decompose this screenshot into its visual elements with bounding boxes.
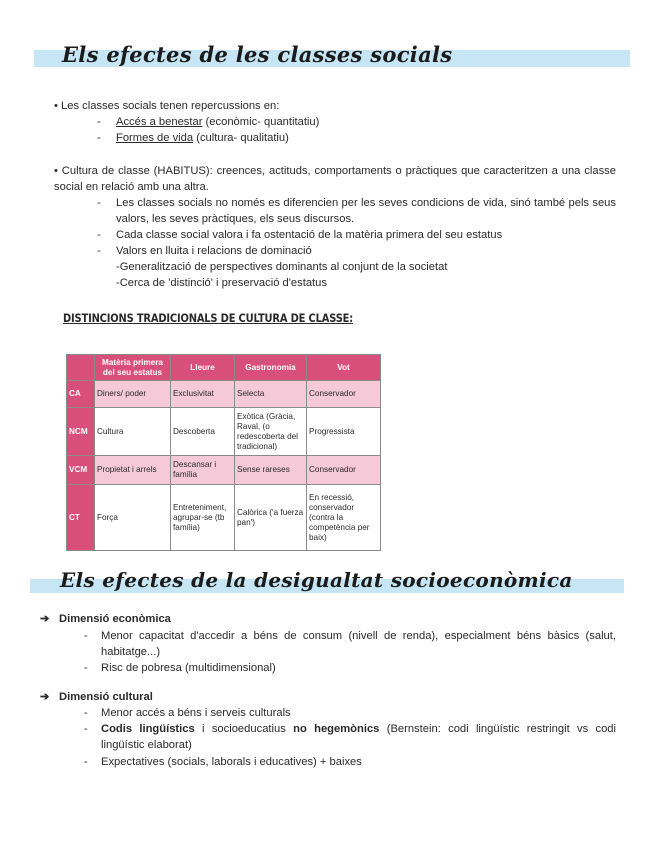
row-label: CT	[67, 485, 95, 551]
list-item-codis-linguistics	[101, 721, 616, 753]
table-header-cell: Vot	[307, 355, 381, 381]
table-cell: Calòrica ('a fuerza pan')	[235, 485, 307, 551]
term-formes-vida: Formes de vida	[116, 132, 194, 144]
bullet-cultura-classe: • Cultura de classe (HABITUS): creences, actituds, comportaments o pràctiques que caracteritzen a una classe social en relació amb una altra.	[54, 165, 616, 193]
row-label: CA	[67, 381, 95, 408]
row-label: VCM	[67, 456, 95, 485]
table-header-cell: Gastronomia	[235, 355, 307, 381]
table-cell: Descansar i família	[171, 456, 235, 485]
row-label: NCM	[67, 408, 95, 456]
table-cell: Progressista	[307, 408, 381, 456]
table-cell: Conservador	[307, 381, 381, 408]
table-header-cell: Lleure	[171, 355, 235, 381]
dash-marker: -	[84, 723, 88, 735]
list-item-formes-vida	[116, 130, 289, 146]
table-row	[67, 485, 381, 551]
dash-marker: -	[84, 630, 88, 642]
inline-text: i socioeducatius	[194, 723, 294, 735]
table-cell: Cultura	[95, 408, 171, 456]
dash-marker: -	[84, 707, 88, 719]
table-cell: Exclusivitat	[171, 381, 235, 408]
dash-marker: -	[97, 229, 101, 241]
table-cell: Força	[95, 485, 171, 551]
heading-dimensio-cultural: Dimensió cultural	[59, 691, 153, 703]
section-title-classes-socials: Els efectes de les classes socials	[62, 42, 453, 67]
table-cell: Diners/ poder	[95, 381, 171, 408]
dash-marker: -	[97, 245, 101, 257]
dash-marker: -	[84, 662, 88, 674]
bullet-repercussions: • Les classes socials tenen repercussions en:	[54, 100, 280, 112]
table-cell: Descoberta	[171, 408, 235, 456]
term-no-hegemonics: no hegemònics	[293, 723, 380, 735]
dash-marker: -	[97, 116, 101, 128]
table-row	[67, 408, 381, 456]
table-cell: Conservador	[307, 456, 381, 485]
list-item-acces-cultural: Menor accés a béns i serveis culturals	[101, 707, 291, 719]
class-culture-table	[66, 354, 381, 551]
term-codis-linguistics: Codis lingüístics	[101, 723, 195, 735]
arrow-right-icon: ➔	[40, 691, 50, 703]
list-item-valors-lluita: Valors en lluita i relacions de dominació	[116, 245, 312, 257]
list-item-risc-pobresa: Risc de pobresa (multidimensional)	[101, 662, 276, 674]
list-item-diferencies: Les classes socials no només es diferencien per les seves condicions de vida, sinó també pels seus valors, les seves pràctiques, els seus discursos.	[116, 197, 616, 225]
table-header-row	[67, 355, 381, 381]
inline-text: (Bernstein: codi lingüístic restringit vs codi lingüístic elaborat)	[101, 723, 617, 751]
term-note: (econòmic- quantitatiu)	[202, 116, 320, 128]
term-acces-benestar: Accés a benestar	[116, 116, 203, 128]
subheading-distincions: DISTINCIONS TRADICIONALS DE CULTURA DE CLASSE:	[63, 311, 354, 325]
list-item-ostentacio: Cada classe social valora i fa ostentació de la matèria primera del seu estatus	[116, 229, 503, 241]
list-item-expectatives: Expectatives (socials, laborals i educatives) + baixes	[101, 756, 362, 768]
table-cell: En recessió, conservador (contra la competència per baix)	[307, 485, 381, 551]
table-cell: Selecta	[235, 381, 307, 408]
subitem-distincio: -Cerca de 'distinció' i preservació d'estatus	[116, 277, 327, 289]
arrow-right-icon: ➔	[40, 613, 50, 625]
table-header-cell: Matèria primera del seu estatus	[95, 355, 171, 381]
heading-dimensio-economica: Dimensió econòmica	[59, 613, 171, 625]
term-note: (cultura- qualitatiu)	[193, 132, 289, 144]
section-title-desigualtat: Els efectes de la desigualtat socioeconòmica	[60, 568, 573, 592]
table-header-cell	[67, 355, 95, 381]
dash-marker: -	[84, 756, 88, 768]
table-cell: Exòtica (Gràcia, Raval, (o redescoberta del tradicional)	[235, 408, 307, 456]
table-cell: Propietat i arrels	[95, 456, 171, 485]
table-cell: Entreteniment, agrupar-se (tb família)	[171, 485, 235, 551]
table-cell: Sense rareses	[235, 456, 307, 485]
list-item-acces-benestar	[116, 114, 319, 130]
table-row	[67, 381, 381, 408]
subitem-generalitzacio: -Generalització de perspectives dominants al conjunt de la societat	[116, 261, 448, 273]
dash-marker: -	[97, 132, 101, 144]
list-item-capacitat-consum: Menor capacitat d'accedir a béns de consum (nivell de renda), especialment béns bàsics (salut, habitatge...)	[101, 630, 616, 658]
dash-marker: -	[97, 197, 101, 209]
table-row	[67, 456, 381, 485]
